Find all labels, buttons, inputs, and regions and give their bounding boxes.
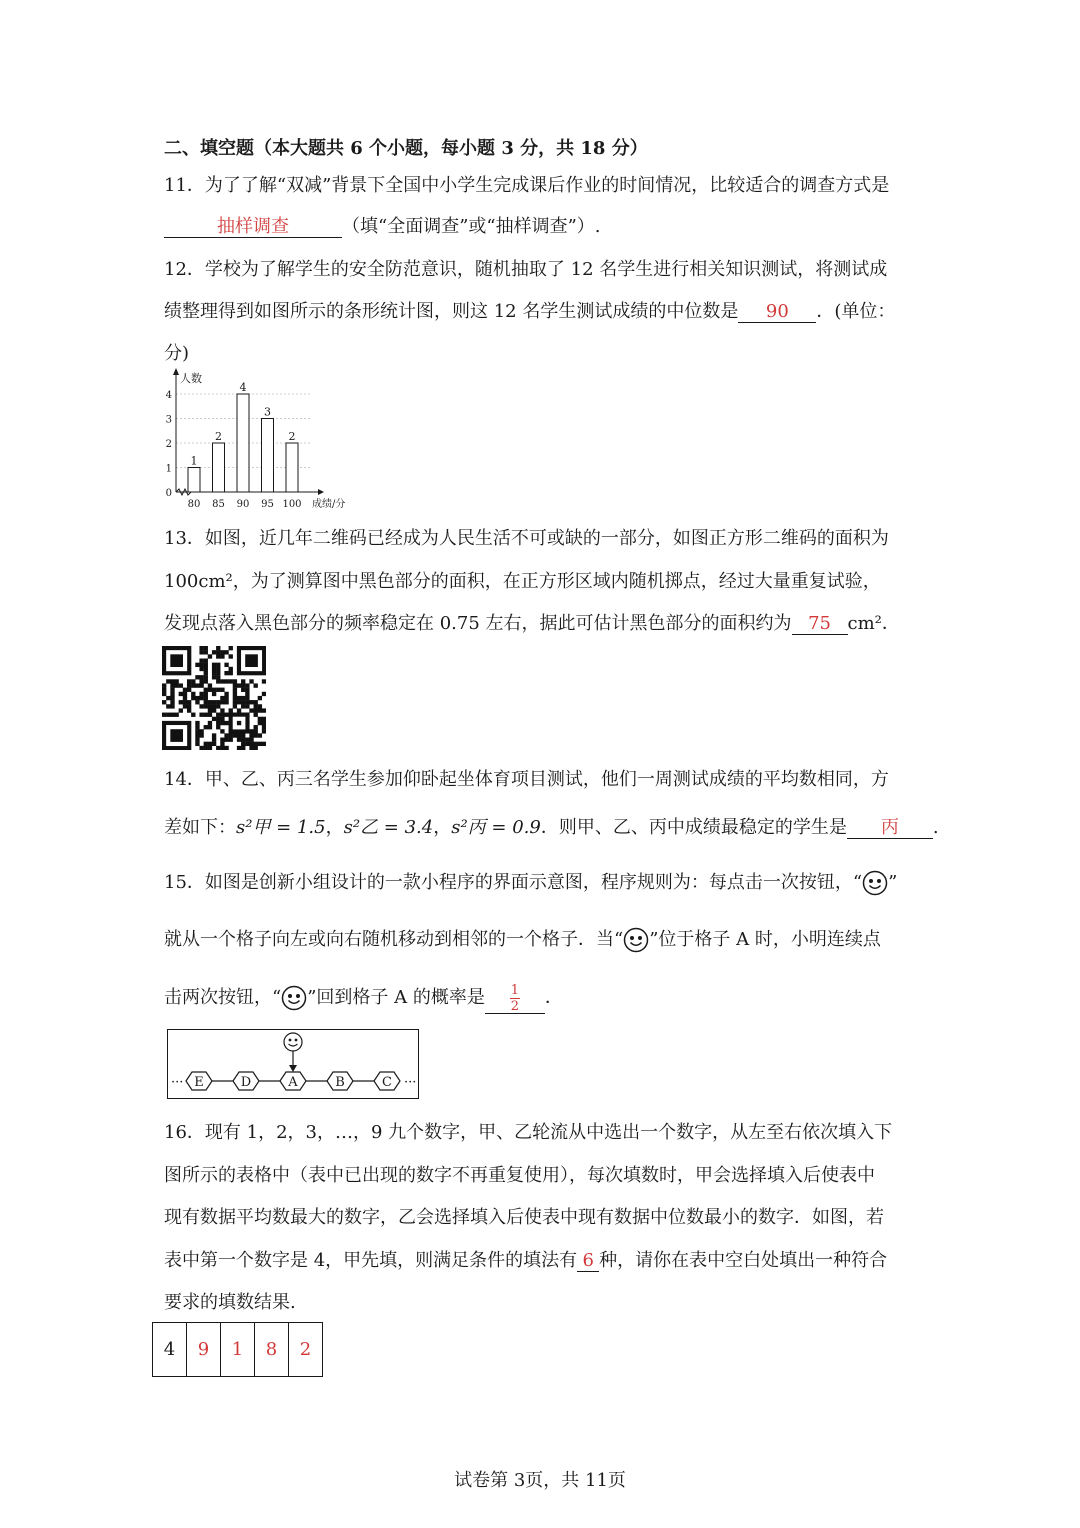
q16-line3: 现有数据平均数最大的数字，乙会选择填入后使表中现有数据中位数最小的数字．如图，若 bbox=[164, 1207, 884, 1228]
x-tick-label: 90 bbox=[236, 499, 250, 510]
score-bar-chart bbox=[158, 366, 368, 516]
bar-value-label: 3 bbox=[264, 405, 271, 419]
q13-line2: 100cm²，为了测算图中黑色部分的面积，在正方形区域内随机掷点，经过大量重复试验， bbox=[164, 571, 881, 592]
hex-cell-d-label: D bbox=[240, 1075, 252, 1090]
q11-line1: 11．为了了解“双减”背景下全国中小学生完成课后作业的时间情况，比较适合的调查方式是 bbox=[164, 175, 890, 196]
q15-answer-numerator: 1 bbox=[510, 982, 519, 998]
x-axis-arrow bbox=[318, 489, 324, 495]
q16-answer: 6 bbox=[577, 1251, 599, 1272]
hex-cell-d bbox=[233, 1072, 259, 1090]
q15-line1-suffix: ” bbox=[888, 872, 898, 893]
hex-cell-c-label: C bbox=[382, 1075, 392, 1090]
q14-var-yi: s²乙 = 3.4 bbox=[343, 817, 434, 838]
q13-line3 bbox=[164, 609, 900, 635]
q14-var-jia: s²甲 = 1.5 bbox=[236, 817, 326, 838]
y-tick-label: 4 bbox=[165, 390, 172, 401]
q14-answer: 丙 bbox=[847, 818, 933, 839]
table-cell: 1 bbox=[221, 1323, 255, 1377]
y-axis-label: 人数 bbox=[180, 372, 202, 385]
hex-cell-b bbox=[327, 1072, 353, 1090]
bar bbox=[237, 394, 249, 492]
q16-number-table bbox=[152, 1322, 323, 1377]
q13-line3-suffix: cm²． bbox=[847, 613, 900, 634]
bar-value-label: 1 bbox=[190, 454, 198, 468]
hex-cell-e-label: E bbox=[194, 1075, 204, 1090]
q13-line1: 13．如图，近几年二维码已经成为人民生活不可或缺的一部分，如图正方形二维码的面积为 bbox=[164, 528, 889, 549]
bar-value-label: 2 bbox=[288, 430, 296, 443]
table-cell: 2 bbox=[289, 1323, 323, 1377]
bar-value-label: 4 bbox=[239, 381, 247, 394]
page-footer: 试卷第 3页，共 11页 bbox=[454, 1470, 626, 1491]
q15-right-ellipsis: ··· bbox=[404, 1075, 417, 1090]
section-title: 二、填空题（本大题共 6 个小题，每小题 3 分，共 18 分） bbox=[164, 138, 648, 159]
q12-line2-prefix: 绩整理得到如图所示的条形统计图，则这 12 名学生测试成绩的中位数是 bbox=[164, 301, 739, 322]
x-tick-label: 100 bbox=[282, 499, 302, 510]
q14-line2-suffix: . bbox=[932, 817, 939, 838]
q12-line1: 12．学校为了解学生的安全防范意识，随机抽取了 12 名学生进行相关知识测试，将测试成 bbox=[164, 259, 888, 280]
y-tick-label: 0 bbox=[165, 488, 172, 499]
x-axis-label: 成绩/分 bbox=[312, 499, 346, 510]
smiley-icon bbox=[623, 927, 649, 953]
hex-cell-c bbox=[374, 1072, 400, 1090]
q15-line2-mid: ”位于格子 A 时，小明连续点 bbox=[649, 929, 881, 950]
table-cell: 4 bbox=[153, 1323, 187, 1377]
q14-line1: 14．甲、乙、丙三名学生参加仰卧起坐体育项目测试，他们一周测试成绩的平均数相同，方 bbox=[164, 769, 889, 790]
q15-line3 bbox=[164, 983, 563, 1014]
hex-cell-a bbox=[280, 1072, 306, 1090]
q16-line5: 要求的填数结果. bbox=[164, 1292, 296, 1313]
hex-cell-e bbox=[186, 1072, 212, 1090]
q15-line2-prefix: 就从一个格子向左或向右随机移动到相邻的一个格子．当“ bbox=[164, 929, 624, 950]
q16-line4-prefix: 表中第一个数字是 4，甲先填，则满足条件的填法有 bbox=[164, 1250, 578, 1271]
y-tick-label: 1 bbox=[165, 463, 172, 475]
qr-code-image bbox=[162, 646, 266, 750]
y-axis-arrow bbox=[173, 368, 179, 375]
hex-cell-b-label: B bbox=[335, 1075, 345, 1090]
x-tick-label: 95 bbox=[261, 499, 274, 510]
smiley-icon bbox=[281, 985, 307, 1011]
q12-line3: 分) bbox=[164, 343, 190, 364]
q12-line2 bbox=[164, 297, 895, 323]
q15-line3-suffix: ． bbox=[544, 987, 563, 1008]
bar bbox=[286, 443, 298, 492]
smiley-icon bbox=[862, 870, 888, 896]
y-tick-label: 2 bbox=[165, 439, 172, 450]
q15-line2 bbox=[164, 925, 881, 953]
q16-line4-suffix: 种，请你在表中空白处填出一种符合 bbox=[599, 1250, 888, 1271]
table-cell: 8 bbox=[255, 1323, 289, 1377]
x-tick-label: 80 bbox=[187, 499, 201, 510]
q16-line2: 图所示的表格中（表中已出现的数字不再重复使用），每次填数时，甲会选择填入后使表中 bbox=[164, 1165, 875, 1186]
q14-line2-prefix: 差如下： bbox=[164, 817, 236, 838]
q11-line2-suffix: （填“全面调查”或“抽样调查”）. bbox=[342, 216, 601, 237]
q11-answer: 抽样调查 bbox=[164, 217, 342, 238]
q15-line1 bbox=[164, 868, 897, 896]
q15-diagram-figure bbox=[167, 1029, 421, 1101]
q14-line2-mid: ．则甲、乙、丙中成绩最稳定的学生是 bbox=[540, 817, 847, 838]
hex-cell-a-label: A bbox=[288, 1075, 298, 1090]
q11-line2 bbox=[164, 212, 601, 238]
q15-left-ellipsis: ··· bbox=[171, 1075, 184, 1090]
q15-line3-mid: ”回到格子 A 的概率是 bbox=[307, 987, 485, 1008]
bar bbox=[262, 419, 274, 493]
q14-var-bing: s²丙 = 0.9 bbox=[451, 817, 541, 838]
q13-answer: 75 bbox=[792, 614, 848, 635]
bar-value-label: 2 bbox=[215, 430, 222, 443]
q15-answer-denominator: 2 bbox=[510, 998, 519, 1014]
q15-line3-prefix: 击两次按钮，“ bbox=[164, 987, 282, 1008]
q15-answer bbox=[485, 984, 545, 1014]
bar bbox=[213, 443, 225, 492]
x-tick-label: 85 bbox=[212, 499, 225, 510]
q13-line3-prefix: 发现点落入黑色部分的频率稳定在 0.75 左右，据此可估计黑色部分的面积约为 bbox=[164, 613, 792, 634]
y-tick-label: 3 bbox=[165, 414, 172, 426]
q16-line4 bbox=[164, 1246, 887, 1272]
q12-line2-suffix: ．(单位： bbox=[816, 301, 896, 322]
table-cell: 9 bbox=[187, 1323, 221, 1377]
q14-line2: 差如下：s²甲 = 1.5，s²乙 = 3.4，s²丙 = 0.9．则甲、乙、丙中成绩最稳定的学生是 丙 . bbox=[164, 817, 939, 838]
bar bbox=[188, 468, 200, 493]
q16-line1: 16．现有 1，2，3，…，9 九个数字，甲、乙轮流从中选出一个数字，从左至右依次填入下 bbox=[164, 1122, 893, 1143]
q15-line1-prefix: 15．如图是创新小组设计的一款小程序的界面示意图，程序规则为：每点击一次按钮，“ bbox=[164, 872, 863, 893]
diagram-smiley-icon bbox=[284, 1033, 302, 1051]
q12-answer: 90 bbox=[738, 302, 816, 323]
